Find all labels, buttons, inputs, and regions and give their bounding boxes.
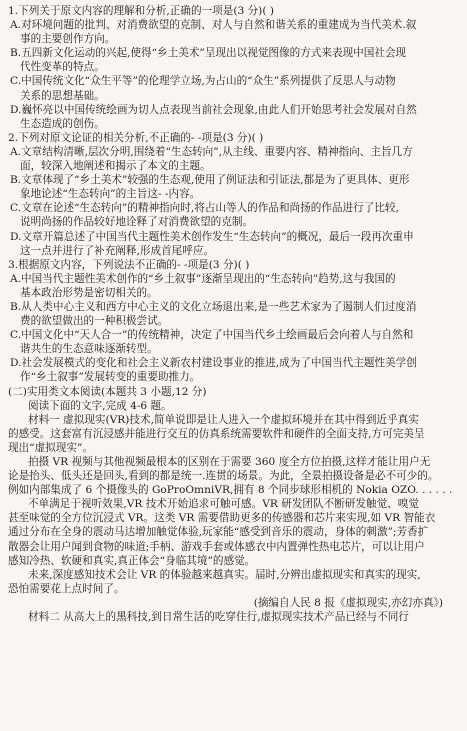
text-line: 谐共生的生态意味逐渐转型。 [20, 343, 158, 356]
text-line: B.五四新文化运动的兴起,使得“乡土美术”呈现出以视觉图像的方式来表现中国社会现 [10, 47, 407, 60]
text-line: C.中国传统文化“众生平等”的伦理学立场,为占山的“众生”系列提供了反思人与动物 [10, 75, 396, 88]
text-line: 费的欲望做出的一种积极尝试。 [20, 315, 169, 328]
text-line: 例如内部集成了 6 个摄像头的 GoProOmniVR,拥有 8 个同步球形相机的 Nokia OZO. . . . . . [8, 484, 453, 497]
text-line: 通过分布在全身的震动马达增加触觉体验,玩家能“感受到音乐的震动，身体的刺激”;芳香扩 [8, 526, 429, 539]
text-line: 1.下列关于原文内容的理解和分析,正确的一项是(3 分)( ) [8, 5, 274, 17]
text-line: 散器会让用户闻到食物的味道;手柄、游戏手套或体感衣中内置弹性热电芯片，可以让用户 [8, 540, 425, 553]
text-line: D.巍怀亮以中国传统绘画为切人点表现当前社会现象,由此人们开始思考社会发展对自然 [10, 103, 417, 116]
text-line: 象地论述“生态转向”的主旨这- -内容。 [20, 188, 201, 201]
text-line: 说明尚扬的作品较好地诠释了对消费欲望的克制。 [20, 216, 254, 229]
text-line: 作“乡土叙事”发展转变的重要助推力。 [20, 371, 201, 384]
text-line: 生态造成的创伤。 [20, 117, 105, 130]
text-line: (二)实用类文本阅读(本题共 3 小题,12 分) [8, 385, 207, 398]
text-line: 事的主要创作方向。 [20, 33, 116, 46]
text-line: B.文章体现了“乡土美术”较强的生态观,使用了例证法和引证法,都是为了更具体、更形 [10, 174, 410, 187]
text-line: A.中国当代主题性美术创作的“乡土叙事”逐渐呈现出的“生态转向”趋势,这与我国的 [10, 272, 396, 285]
text-line: 面，较深入地阐述和揭示了本文的主题。 [20, 160, 211, 173]
text-line: D.社会发展模式的变化和社会主义新农村建设事业的推进,成为了中国当代主题性美学创 [10, 357, 417, 370]
text-line: B.从人类中心主义和西方中心主义的文化立场退出来,是一些艺术家为了遏制人们过度消 [10, 300, 417, 313]
text-line: 现出“虚拟现实”。 [8, 441, 93, 454]
text-line: 基本政治形势是密切相关的。 [20, 286, 158, 299]
text-line: A.文章结构清晰,层次分明,围绕着“生态转向”,从主线、重要内容、精神指向、主旨几方 [10, 145, 413, 158]
text-line: 甚至味觉的全方位沉浸式 VR。这类 VR 需要借助更多的传感器和芯片来实现,如 VR 智能衣 [8, 512, 436, 525]
text-line: (摘编自人民 8 报《虚拟现实,亦幻亦真》) [253, 596, 443, 609]
text-line: 3.根据原文内容，下列说法不正确的- -项是(3 分)( ) [8, 258, 250, 271]
text-line: 材料二 从高大上的黑科技,到日常生活的吃穿住行,虚拟现实技术产品已经与不同行 [28, 611, 409, 624]
text-line: 感知冷热、软硬和真实,真正体会“身临其境”的感觉。 [8, 554, 256, 567]
text-line: 恐怕需要花上点时间了。 [8, 582, 125, 595]
text-line: 关系的思想基础。 [20, 89, 105, 102]
text-line: 未来,深度感知技术会让 VR 的体验越来越真实。届时,分辨出虚拟现实和真实的现实, [28, 568, 421, 581]
text-line: 阅读下面的文字,完成 4-6 题。 [28, 399, 172, 412]
text-line: 拍摄 VR 视频与其他视频最根本的区别在于需要 360 度全方位拍摄,这样才能让用户无 [28, 456, 431, 468]
text-line: 代性变革的特点。 [20, 61, 105, 74]
text-line: 不单满足于视听效果,VR 技术开始追求可触可感。VR 研发团队不断研发触觉、嗅觉 [28, 498, 419, 511]
text-line: A.对环境问题的批判、对消费欲望的克制、对人与自然和谐关系的重建成为当代美术.叙 [10, 19, 417, 32]
text-line: 2.下列对原文论证的相关分析,不正确的- -项是(3 分)( ) [8, 131, 264, 144]
text-line: 的感受。这套富有沉浸感并能进行交互的仿真系统需要软件和硬件的全面支持,方可完美呈 [8, 427, 425, 440]
text-line: 材料一 虚拟现实(VR)技术,简单说即是让人进入一个虚拟环境并在其中得到近乎真实 [28, 413, 419, 426]
text-line: D.文章开篇总述了中国当代主题性美术创作发生“生态转向”的概况，最后一段再次重申 [10, 230, 414, 243]
text-line: 这一点并进行了补充阐释,形成首尾呼应。 [20, 244, 215, 257]
text-line: 论是抬头、低头还是回头,看到的都是统一.连贯的场景。为此，全景拍摄设备是必不可少的。 [8, 470, 439, 483]
text-line: C.文章在论述“生态转向”的精神指向时,将占山等人的作品和尚扬的作品进行了比较, [10, 202, 399, 215]
text-line: C.中国文化中“天人合一”的传统精神，决定了中国当代乡土绘画最后会向着人与自然和 [10, 329, 414, 342]
